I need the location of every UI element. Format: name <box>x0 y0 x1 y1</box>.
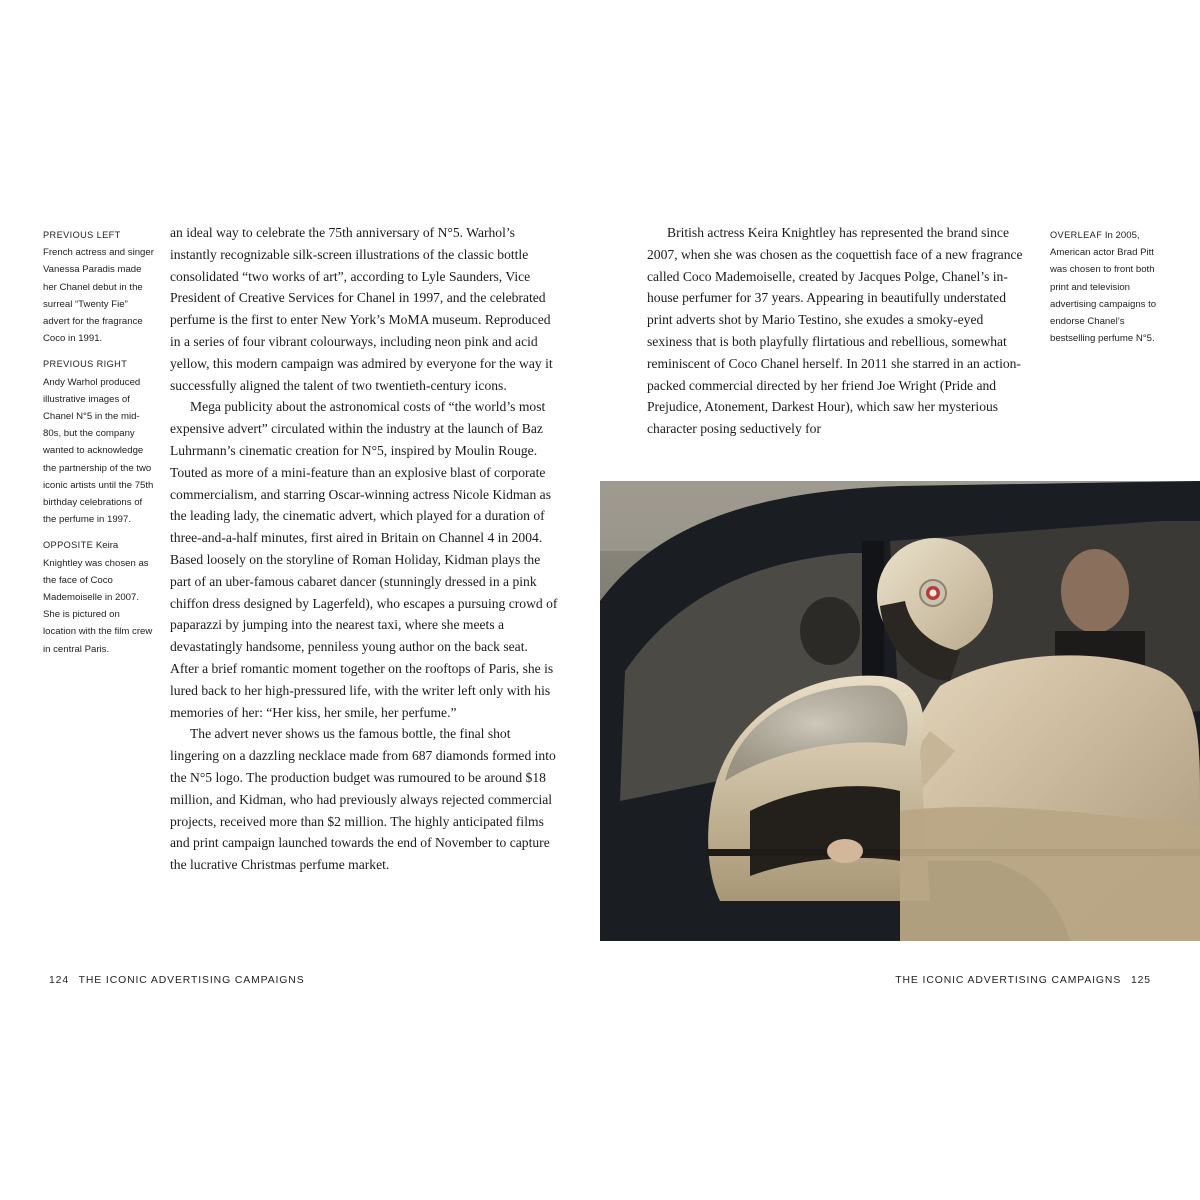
caption-previous-left <box>43 227 155 347</box>
body-paragraph: Mega publicity about the astronomical costs of “the world’s most expensive advert” circulated within the industry at the launch of Baz Luhrmann’s cinematic creation for N°5, inspired by Moulin Rouge. Touted as more of a mini-feature than an explosive blast of corporate commercialism, and starring Oscar-winning actress Nicole Kidman as the leading lady, the cinematic advert, which played for a duration of three-and-a-half minutes, first aired in Britain on Channel 4 in 2004. Based loosely on the storyline of Roman Holiday, Kidman plays the part of an uber-famous cabaret dancer (stunningly dressed in a pink chiffon dress designed by Lagerfeld), who escapes a pursuing crowd of paparazzi by jumping into the nearest taxi, where she meets a devastatingly handsome, penniless young author on the back seat. After a brief romantic moment together on the rooftops of Paris, she is lured back to her high-pressured life, with the writer left only with his memories of her: “Her kiss, her smile, her perfume.” <box>170 399 558 720</box>
caption-previous-right <box>43 356 155 528</box>
body-paragraph: British actress Keira Knightley has represented the brand since 2007, when she was chosen as the coquettish face of a new fragrance called Coco Mademoiselle, created by Jacques Polge, Chanel’s in-house perfumer for 37 years. Appearing in beautifully understated print adverts shot by Mario Testino, she exudes a smoky-eyed sexiness that is both playfully flirtatious and rebellious, somewhat reminiscent of Coco Chanel herself. In 2011 she starred in an action-packed commercial directed by her friend Joe Wright (Pride and Prejudice, Atonement, Darkest Hour), which saw her mysterious character posing seductively for <box>647 225 1023 437</box>
right-folio <box>895 975 1157 986</box>
caption-text: Andy Warhol produced illustrative images of Chanel N°5 in the mid-80s, but the company wanted to acknowledge the partnership of the two iconic artists until the 75th birthday celebrations of the perfume in 1997. <box>43 376 154 526</box>
left-body-text <box>170 222 558 876</box>
caption-label: OVERLEAF <box>1050 230 1103 240</box>
caption-label: PREVIOUS RIGHT <box>43 359 128 370</box>
caption-overleaf <box>1050 227 1160 347</box>
running-title-right: THE ICONIC ADVERTISING CAMPAIGNS <box>895 975 1122 986</box>
caption-opposite <box>43 537 155 657</box>
woman-on-motorcycle-photo <box>600 481 1200 941</box>
caption-text: French actress and singer Vanessa Paradis made her Chanel debut in the surreal “Twenty Fie” advert for the fragrance Coco in 1991. <box>43 247 154 345</box>
photo-illustration <box>600 481 1200 941</box>
body-paragraph: The advert never shows us the famous bottle, the final shot lingering on a dazzling necklace made from 687 diamonds formed into the N°5 logo. The production budget was rumoured to be around $18 million, and Kidman, who had previously always rejected commercial projects, received more than $2 million. The highly anticipated films and print campaign launched towards the end of November to capture the lucrative Christmas perfume market. <box>170 726 556 873</box>
caption-label: OPPOSITE <box>43 540 94 551</box>
right-caption-column <box>1050 227 1160 356</box>
caption-label: PREVIOUS LEFT <box>43 230 121 240</box>
body-paragraph: an ideal way to celebrate the 75th anniversary of N°5. Warhol’s instantly recognizable silk-screen illustrations of the classic bottle consolidated “two works of art”, according to Lyle Saunders, Vice President of Creative Services for Chanel in 1997, and the celebrated perfume is the first to enter New York’s MoMA museum. Reproduced in a series of four vibrant colourways, including neon pink and acid yellow, this modern campaign was admired by everyone for the way it successfully aligned the talent of two twentieth-century icons. <box>170 225 553 393</box>
caption-text: In 2005, American actor Brad Pitt was chosen to front both print and television advertising campaigns to endorse Chanel’s bestselling perfume N°5. <box>1050 230 1157 345</box>
page-number-left: 124 <box>49 975 70 986</box>
left-folio <box>43 975 305 986</box>
caption-text: Keira Knightley was chosen as the face of Coco Mademoiselle in 2007. She is pictured on location with the film crew in central Paris. <box>43 540 153 655</box>
right-body-text <box>647 222 1032 440</box>
left-caption-column <box>43 227 155 667</box>
page-number-right: 125 <box>1130 975 1151 986</box>
running-title-left: THE ICONIC ADVERTISING CAMPAIGNS <box>78 975 305 986</box>
